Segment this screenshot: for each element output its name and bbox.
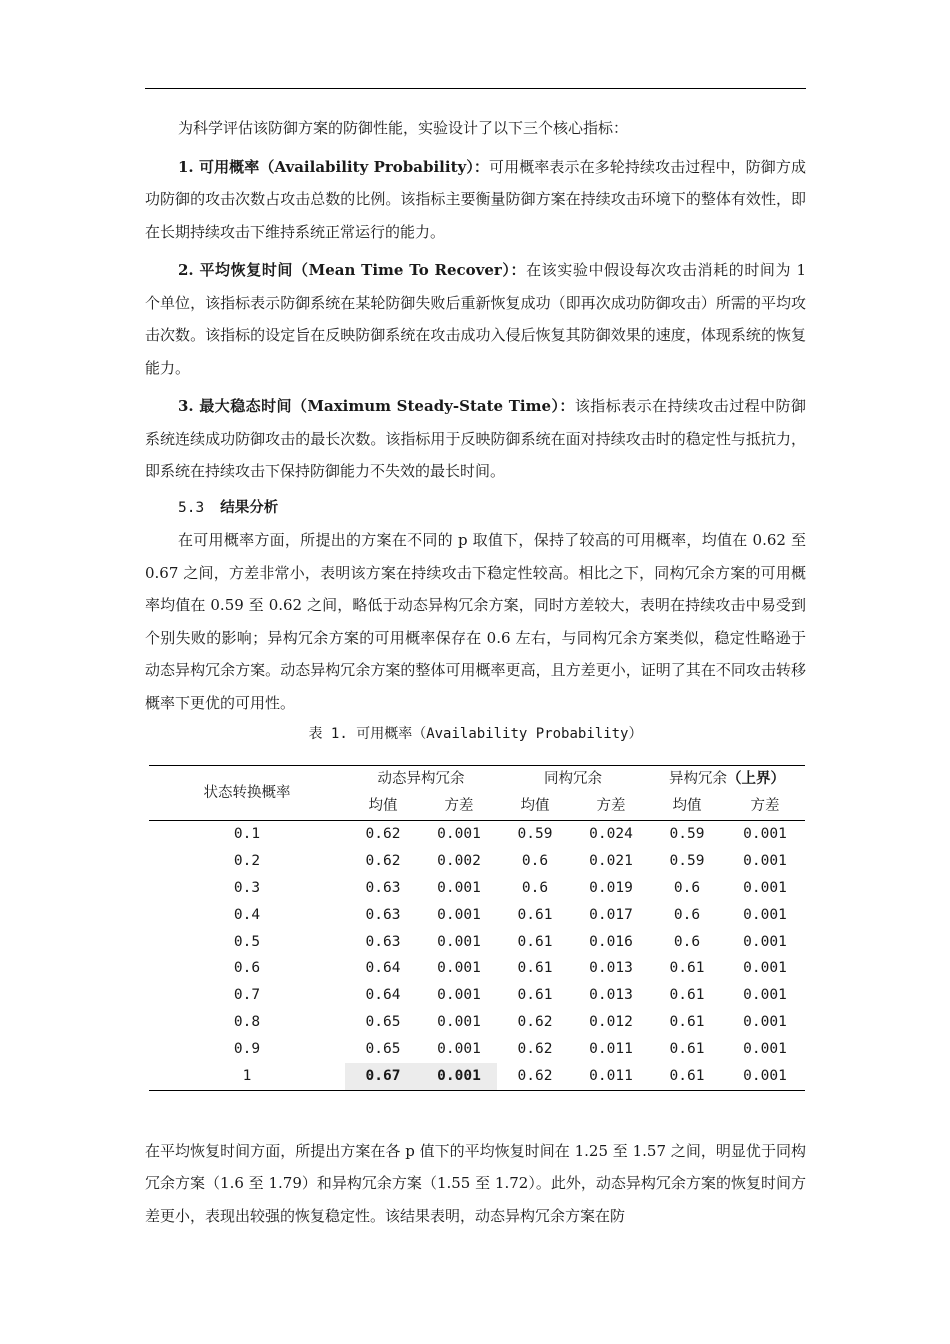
cell-hom-mean: 0.61 bbox=[517, 933, 553, 950]
cell-dyn-var: 0.001 bbox=[437, 1041, 481, 1058]
group-dynamic-header: 动态异构冗余 bbox=[345, 766, 497, 794]
cell-p: 0.9 bbox=[233, 1041, 261, 1058]
cell-het-var: 0.001 bbox=[743, 879, 787, 896]
table-row bbox=[149, 929, 805, 956]
metric-text: 在该实验中假设每次攻击消耗的时间为 1 个单位，该指标表示防御系统在某轮防御失败后重新恢复成功（即再次成功防御攻击）所需的平均攻击次数。该指标的设定旨在反映防御系统在攻击成功入侵后恢复其防御效果的速度，体现系统的恢复能力。 bbox=[145, 261, 806, 377]
metric-mttr bbox=[145, 254, 806, 384]
cell-het-var: 0.001 bbox=[743, 987, 787, 1004]
table-row bbox=[149, 820, 805, 847]
sub-mean: 均值 bbox=[649, 793, 725, 820]
cell-het-var: 0.001 bbox=[743, 960, 787, 977]
cell-dyn-mean: 0.65 bbox=[365, 1014, 401, 1031]
cell-dyn-var: 0.002 bbox=[437, 852, 481, 869]
cell-p: 0.6 bbox=[233, 960, 261, 977]
metric-availability bbox=[145, 151, 806, 249]
metric-title: 1. 可用概率（Availability Probability）： bbox=[178, 157, 490, 176]
cell-het-mean: 0.6 bbox=[673, 879, 701, 896]
sub-variance: 方差 bbox=[573, 793, 649, 820]
group-heterogeneous-header bbox=[649, 766, 805, 794]
sub-variance: 方差 bbox=[421, 793, 497, 820]
cell-dyn-mean-highlight: 0.67 bbox=[345, 1063, 421, 1090]
cell-p: 1 bbox=[149, 1063, 345, 1090]
cell-het-mean: 0.61 bbox=[669, 1014, 705, 1031]
cell-hom-var: 0.016 bbox=[589, 933, 633, 950]
cell-dyn-mean: 0.65 bbox=[365, 1041, 401, 1058]
cell-het-var: 0.001 bbox=[743, 933, 787, 950]
metric-text: 可用概率表示在多轮持续攻击过程中，防御方成功防御的攻击次数占攻击总数的比例。该指标主要衡量防御方案在持续攻击环境下的整体有效性，即在长期持续攻击下维持系统正常运行的能力。 bbox=[145, 157, 806, 241]
cell-het-var: 0.001 bbox=[743, 852, 787, 869]
cell-dyn-mean: 0.62 bbox=[365, 852, 401, 869]
cell-dyn-var: 0.001 bbox=[437, 987, 481, 1004]
cell-dyn-mean: 0.64 bbox=[365, 960, 401, 977]
metric-title: 2. 平均恢复时间（Mean Time To Recover）： bbox=[178, 261, 527, 279]
cell-hom-mean: 0.61 bbox=[517, 987, 553, 1004]
cell-het-var: 0.001 bbox=[743, 825, 787, 842]
table-row bbox=[149, 875, 805, 902]
table-row bbox=[149, 1036, 805, 1063]
cell-dyn-var: 0.001 bbox=[437, 1014, 481, 1031]
cell-het-var: 0.001 bbox=[743, 1014, 787, 1031]
cell-hom-mean: 0.61 bbox=[517, 906, 553, 923]
cell-hom-var: 0.011 bbox=[589, 1041, 633, 1058]
cell-het-mean: 0.59 bbox=[669, 852, 705, 869]
cell-p: 0.1 bbox=[233, 825, 261, 842]
cell-het-mean: 0.6 bbox=[673, 933, 701, 950]
cell-hom-var: 0.024 bbox=[589, 825, 633, 842]
cell-dyn-mean: 0.62 bbox=[365, 825, 401, 842]
table-row bbox=[149, 1009, 805, 1036]
table-header-row bbox=[149, 766, 805, 794]
cell-p: 0.3 bbox=[233, 879, 261, 896]
cell-dyn-mean: 0.64 bbox=[365, 987, 401, 1004]
cell-hom-var: 0.021 bbox=[589, 852, 633, 869]
group-heterogeneous-label: 异构冗余 bbox=[669, 771, 727, 788]
cell-het-var: 0.001 bbox=[725, 1063, 805, 1090]
group-homogeneous-header: 同构冗余 bbox=[497, 766, 649, 794]
cell-dyn-var: 0.001 bbox=[437, 960, 481, 977]
recovery-paragraph: 在平均恢复时间方面，所提出方案在各 p 值下的平均恢复时间在 1.25 至 1.57 之间，明显优于同构冗余方案（1.6 至 1.79）和异构冗余方案（1.55 至 1.72）。此外，动态异构冗余方案的恢复时间方差更小，表现出较强的恢复稳定性。该结果表明，动态异构冗余方案在防 bbox=[145, 1141, 806, 1225]
cell-het-mean: 0.6 bbox=[673, 906, 701, 923]
cell-p: 0.2 bbox=[233, 852, 261, 869]
sub-mean: 均值 bbox=[345, 793, 421, 820]
cell-dyn-mean: 0.63 bbox=[365, 879, 401, 896]
cell-hom-var: 0.011 bbox=[573, 1063, 649, 1090]
cell-hom-mean: 0.62 bbox=[517, 1041, 553, 1058]
cell-p: 0.7 bbox=[233, 987, 261, 1004]
cell-p: 0.5 bbox=[233, 933, 261, 950]
table-row bbox=[149, 848, 805, 875]
row-header: 状态转换概率 bbox=[149, 766, 345, 821]
cell-het-mean: 0.61 bbox=[669, 987, 705, 1004]
cell-dyn-var-highlight: 0.001 bbox=[421, 1063, 497, 1090]
metric-title: 3. 最大稳态时间（Maximum Steady-State Time）： bbox=[178, 397, 575, 415]
cell-dyn-var: 0.001 bbox=[437, 933, 481, 950]
cell-het-mean: 0.59 bbox=[669, 825, 705, 842]
availability-table bbox=[149, 765, 805, 1091]
header-rule bbox=[145, 88, 806, 89]
section-title: 结果分析 bbox=[220, 499, 279, 516]
cell-hom-var: 0.019 bbox=[589, 879, 633, 896]
cell-hom-var: 0.013 bbox=[589, 987, 633, 1004]
cell-hom-mean: 0.59 bbox=[517, 825, 553, 842]
cell-hom-mean: 0.6 bbox=[521, 879, 549, 896]
cell-hom-var: 0.017 bbox=[589, 906, 633, 923]
section-heading bbox=[145, 492, 806, 525]
sub-mean: 均值 bbox=[497, 793, 573, 820]
cell-dyn-var: 0.001 bbox=[437, 825, 481, 842]
table-row bbox=[149, 1063, 805, 1090]
cell-het-mean: 0.61 bbox=[669, 960, 705, 977]
cell-dyn-mean: 0.63 bbox=[365, 933, 401, 950]
table-row bbox=[149, 955, 805, 982]
sub-variance: 方差 bbox=[725, 793, 805, 820]
cell-p: 0.8 bbox=[233, 1014, 261, 1031]
cell-het-var: 0.001 bbox=[743, 1041, 787, 1058]
cell-dyn-mean: 0.63 bbox=[365, 906, 401, 923]
metric-steady-state bbox=[145, 390, 806, 488]
cell-het-mean: 0.61 bbox=[649, 1063, 725, 1090]
cell-hom-mean: 0.62 bbox=[497, 1063, 573, 1090]
cell-hom-mean: 0.61 bbox=[517, 960, 553, 977]
cell-p: 0.4 bbox=[233, 906, 261, 923]
cell-hom-mean: 0.6 bbox=[521, 852, 549, 869]
cell-het-var: 0.001 bbox=[743, 906, 787, 923]
section-number: 5.3 bbox=[178, 499, 205, 516]
table-caption: 表 1. 可用概率（Availability Probability） bbox=[308, 726, 643, 742]
cell-hom-var: 0.012 bbox=[589, 1014, 633, 1031]
page-body bbox=[145, 112, 806, 1232]
table-row bbox=[149, 902, 805, 929]
cell-hom-mean: 0.62 bbox=[517, 1014, 553, 1031]
cell-het-mean: 0.61 bbox=[669, 1041, 705, 1058]
intro-paragraph: 为科学评估该防御方案的防御性能，实验设计了以下三个核心指标： bbox=[178, 119, 629, 137]
analysis-paragraph: 在可用概率方面，所提出的方案在不同的 p 取值下，保持了较高的可用概率，均值在 0.62 至 0.67 之间，方差非常小，表明该方案在持续攻击下稳定性较高。相比之下，同构冗余方案的可用概率均值在 0.59 至 0.62 之间，略低于动态异构冗余方案，同时方差较大，表明在持续攻击中易受到个别失败的影响；异构冗余方案的可用概率保存在 0.6 左右，与同构冗余方案类似，稳定性略逊于动态异构冗余方案。动态异构冗余方案的整体可用概率更高，且方差更小，证明了其在不同攻击转移概率下更优的可用性。 bbox=[145, 531, 806, 712]
cell-dyn-var: 0.001 bbox=[437, 906, 481, 923]
cell-hom-var: 0.013 bbox=[589, 960, 633, 977]
upper-bound-label: （上界） bbox=[727, 771, 785, 788]
table-row bbox=[149, 982, 805, 1009]
metric-text: 该指标表示在持续攻击过程中防御系统连续成功防御攻击的最长次数。该指标用于反映防御系统在面对持续攻击时的稳定性与抵抗力，即系统在持续攻击下保持防御能力不失效的最长时间。 bbox=[145, 397, 806, 480]
cell-dyn-var: 0.001 bbox=[437, 879, 481, 896]
